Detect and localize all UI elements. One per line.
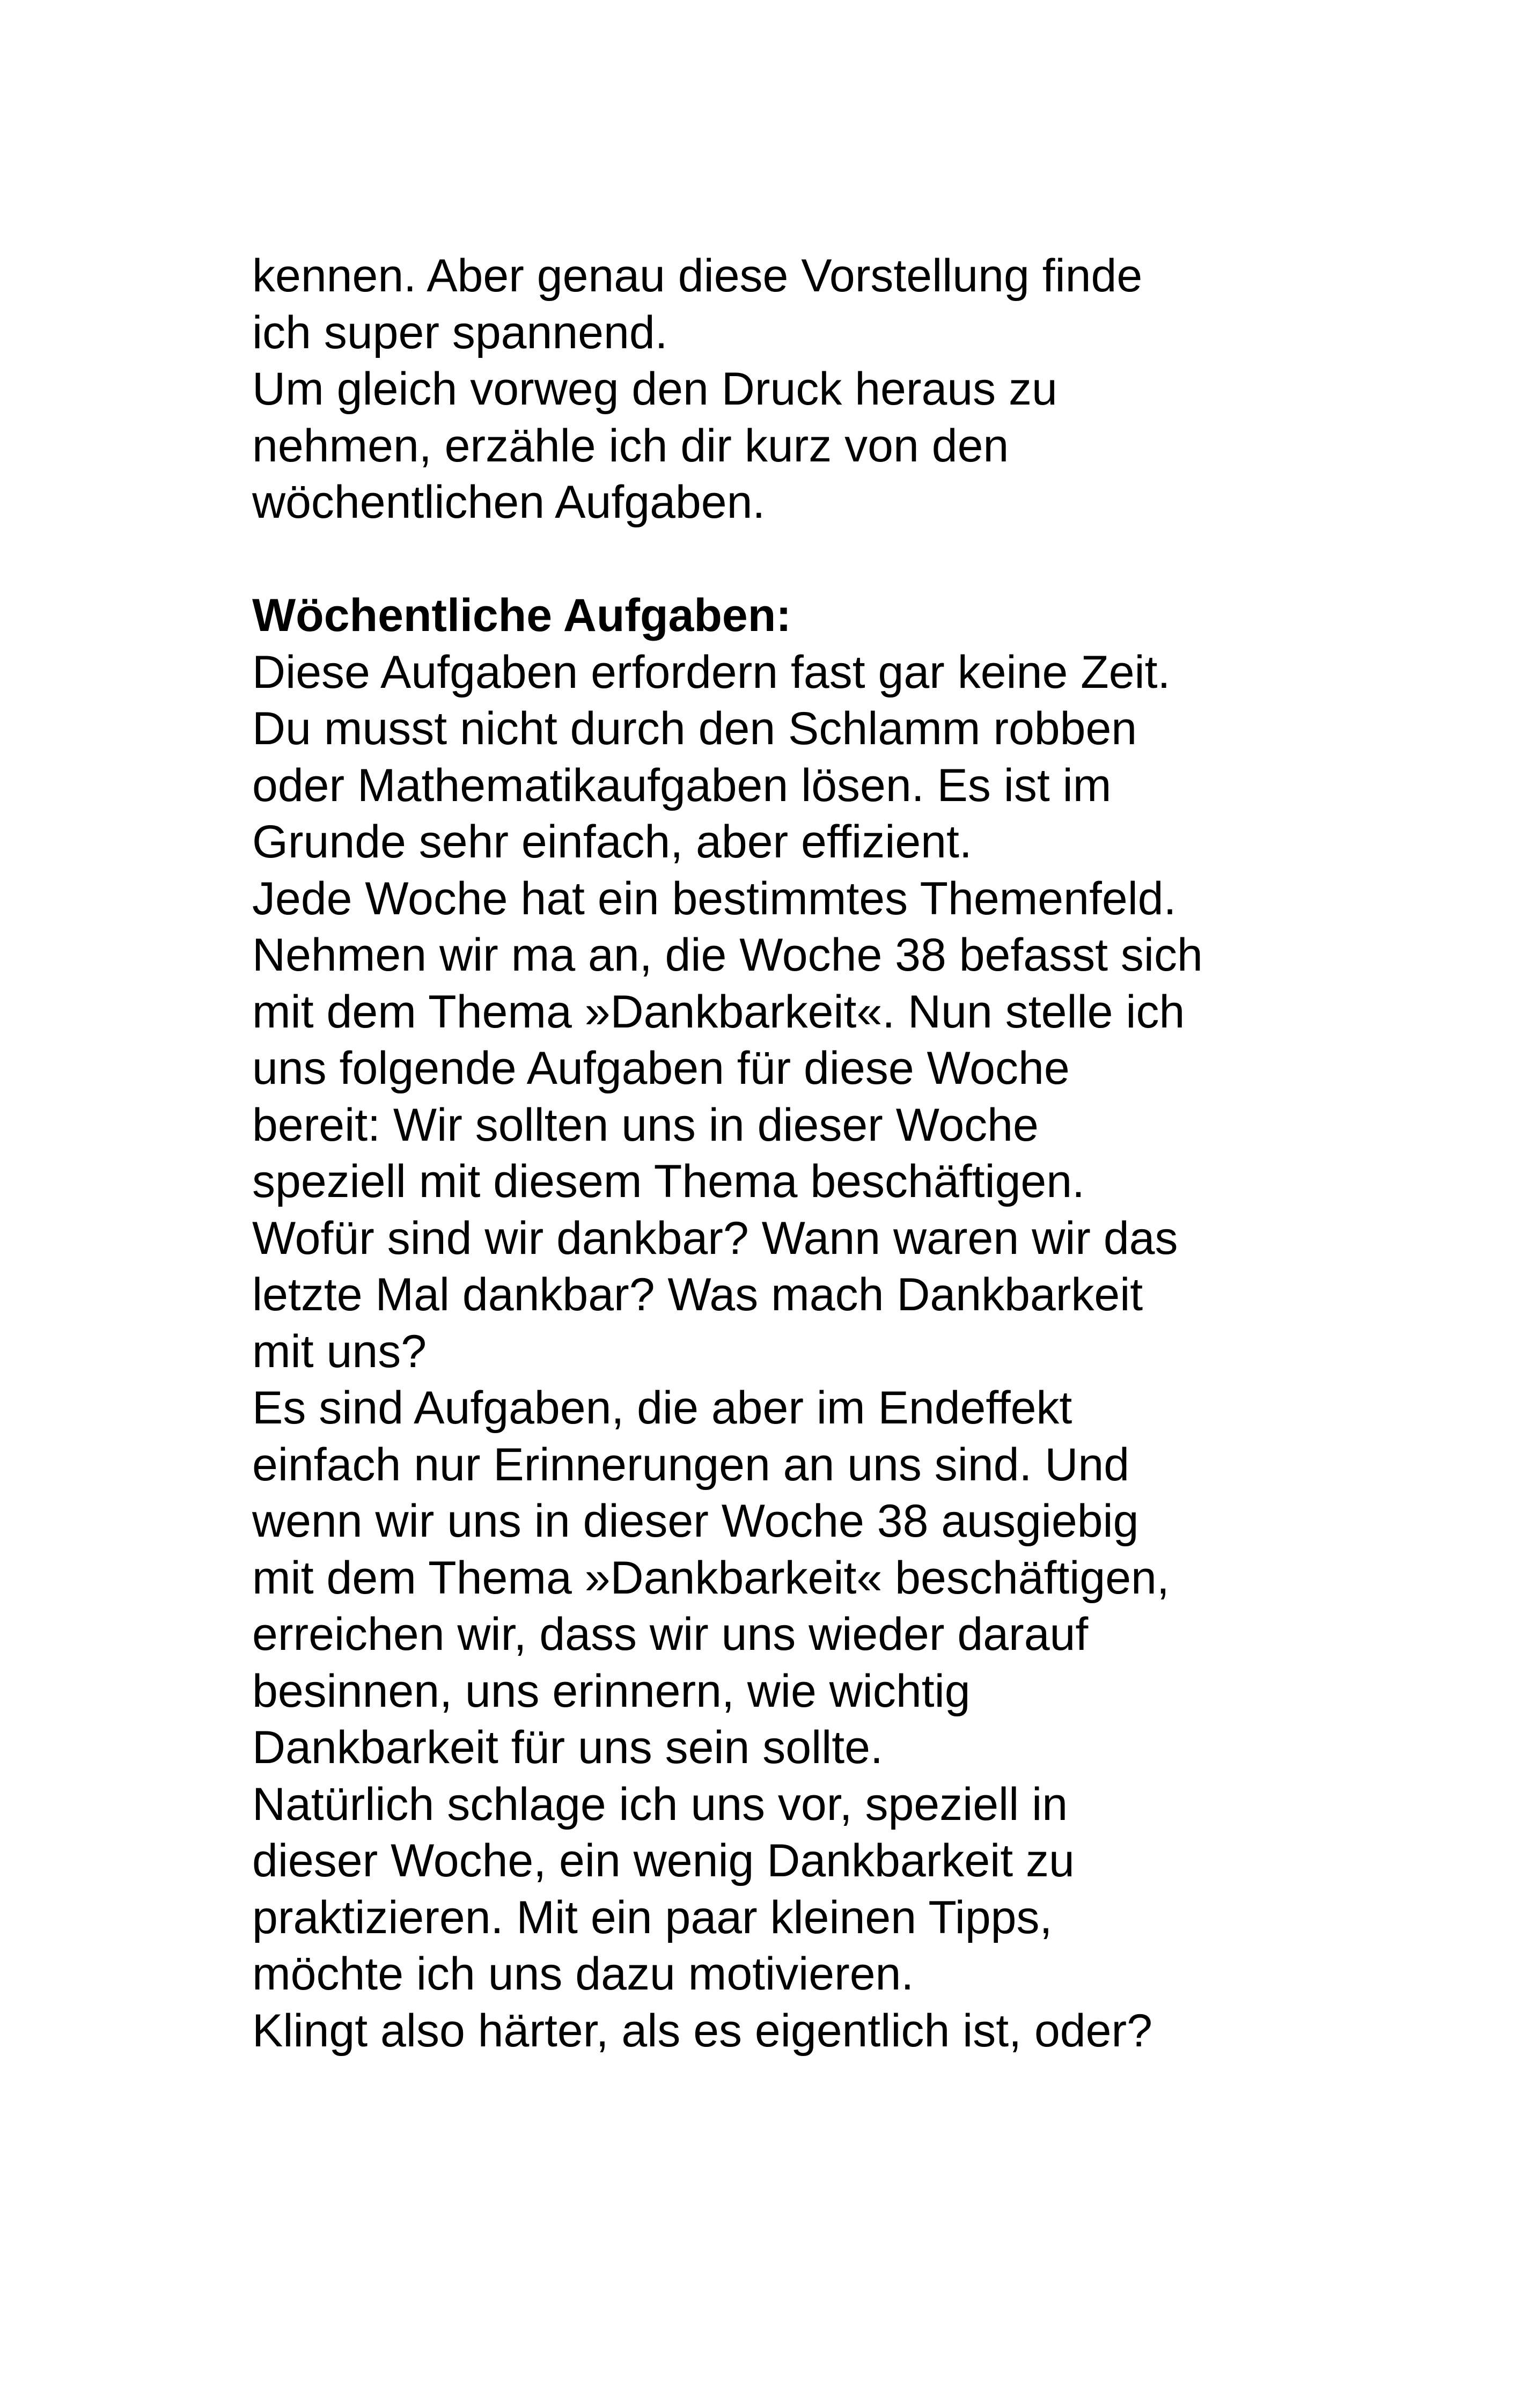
text-line: mit dem Thema »Dankbarkeit«. Nun stelle ich bbox=[252, 986, 1185, 1038]
text-line: Dankbarkeit für uns sein sollte. bbox=[252, 1722, 883, 1773]
text-line: wenn wir uns in dieser Woche 38 ausgiebig bbox=[252, 1495, 1139, 1547]
text-line: wöchentlichen Aufgaben. bbox=[252, 476, 766, 528]
text-line: Um gleich vorweg den Druck heraus zu bbox=[252, 363, 1057, 415]
text-line: erreichen wir, dass wir uns wieder darauf bbox=[252, 1609, 1089, 1660]
paragraph-spacer bbox=[252, 531, 1325, 588]
text-line: Du musst nicht durch den Schlamm robben bbox=[252, 703, 1137, 754]
text-column bbox=[252, 248, 1325, 2059]
text-line: Es sind Aufgaben, die aber im Endeffekt bbox=[252, 1382, 1072, 1434]
text-line: Nehmen wir ma an, die Woche 38 befasst sich bbox=[252, 929, 1203, 981]
text-line: bereit: Wir sollten uns in dieser Woche bbox=[252, 1099, 1039, 1151]
text-line: oder Mathematikaufgaben lösen. Es ist im bbox=[252, 759, 1112, 811]
text-line: uns folgende Aufgaben für diese Woche bbox=[252, 1043, 1070, 1094]
text-line: mit uns? bbox=[252, 1325, 427, 1377]
text-line: nehmen, erzähle ich dir kurz von den bbox=[252, 420, 1009, 472]
text-line: möchte ich uns dazu motivieren. bbox=[252, 1948, 914, 2000]
text-line: Jede Woche hat ein bestimmtes Themenfeld. bbox=[252, 872, 1177, 924]
text-line: besinnen, uns erinnern, wie wichtig bbox=[252, 1665, 971, 1717]
text-line: kennen. Aber genau diese Vorstellung finde bbox=[252, 250, 1143, 302]
text-line: Klingt also härter, als es eigentlich ist, oder? bbox=[252, 2005, 1152, 2057]
text-line: Wofür sind wir dankbar? Wann waren wir das bbox=[252, 1212, 1178, 1264]
text-line: mit dem Thema »Dankbarkeit« beschäftigen, bbox=[252, 1552, 1170, 1604]
text-line: speziell mit diesem Thema beschäftigen. bbox=[252, 1156, 1085, 1207]
text-line: dieser Woche, ein wenig Dankbarkeit zu bbox=[252, 1835, 1075, 1886]
section-heading: Wöchentliche Aufgaben: bbox=[252, 590, 791, 641]
text-line: praktizieren. Mit ein paar kleinen Tipps, bbox=[252, 1891, 1053, 1943]
text-line: Grunde sehr einfach, aber effizient. bbox=[252, 816, 972, 868]
text-line: letzte Mal dankbar? Was mach Dankbarkeit bbox=[252, 1269, 1143, 1320]
text-line: ich super spannend. bbox=[252, 306, 668, 358]
text-line: Diese Aufgaben erfordern fast gar keine Zeit. bbox=[252, 646, 1171, 698]
text-line: einfach nur Erinnerungen an uns sind. Und bbox=[252, 1438, 1130, 1491]
text-line: Natürlich schlage ich uns vor, speziell in bbox=[252, 1778, 1068, 1830]
